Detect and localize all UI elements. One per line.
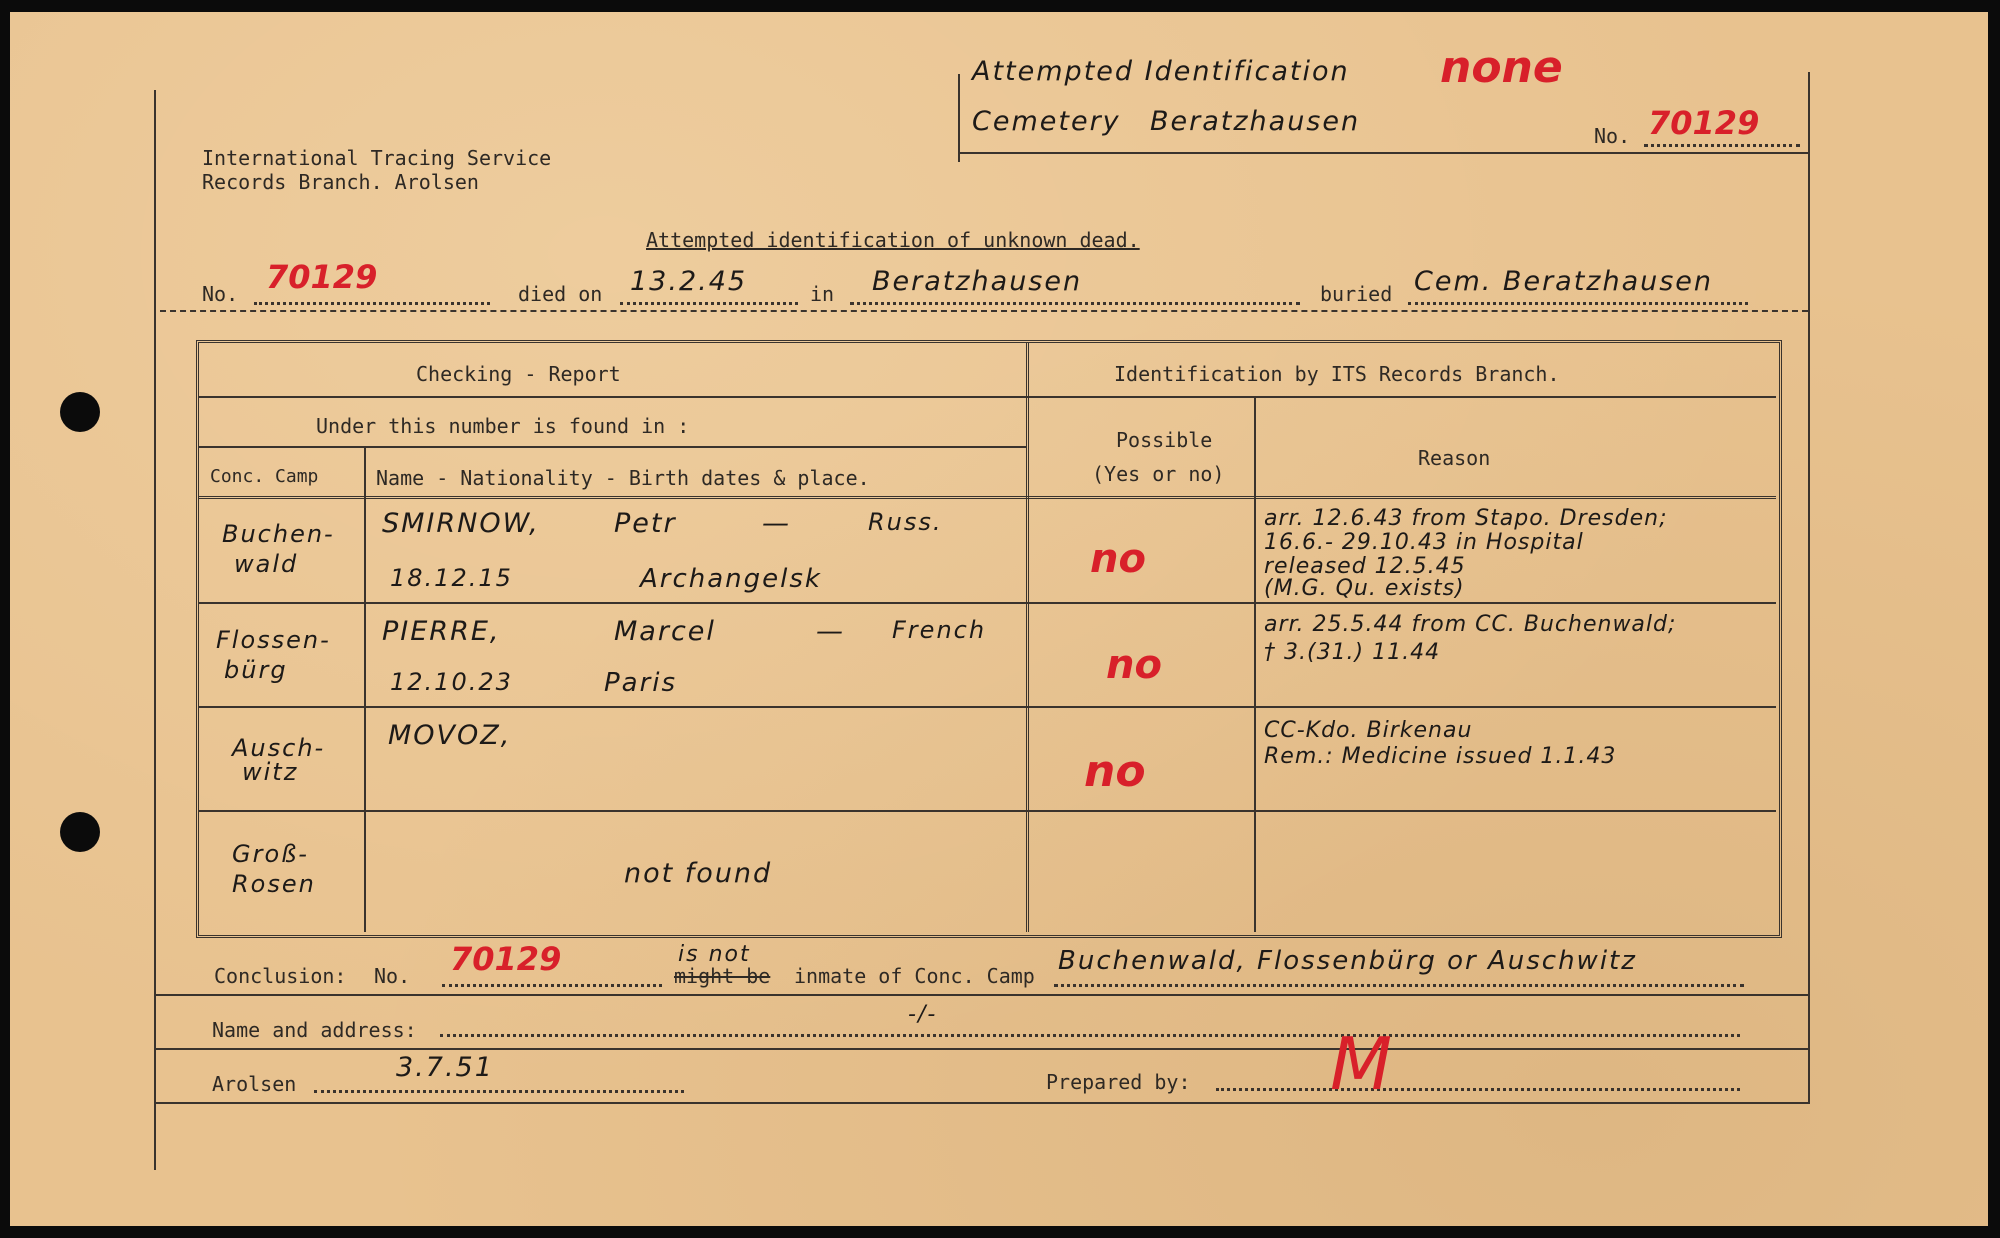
header-box-bottom <box>958 152 1808 154</box>
row3-reason-2: Rem.: Medicine issued 1.1.43 <box>1264 744 1617 769</box>
conclusion-no-label: No. <box>374 964 411 988</box>
header-no-value: 70129 <box>1648 104 1760 142</box>
attempted-identification-label: Attempted Identification <box>972 56 1350 87</box>
conclusion-inmate-text: inmate of Conc. Camp <box>794 964 1035 988</box>
in-dots <box>850 302 1300 305</box>
record-rule <box>160 310 1808 312</box>
table-divider-reason <box>1254 396 1256 932</box>
row2-possible: no <box>1106 642 1162 688</box>
row1-camp-2: wald <box>234 550 299 578</box>
org-line-2: Records Branch. Arolsen <box>202 170 479 194</box>
conclusion-status-inserted: is not <box>678 942 751 967</box>
arolsen-date: 3.7.51 <box>396 1052 494 1083</box>
arolsen-label: Arolsen <box>212 1072 297 1096</box>
row1-surname: SMIRNOW, <box>382 508 540 539</box>
name-address-top-rule <box>156 994 1810 996</box>
row1-reason-1: arr. 12.6.43 from Stapo. Dresden; <box>1264 506 1668 531</box>
row2-nationality: French <box>892 616 987 644</box>
row1-birth-place: Archangelsk <box>640 564 822 594</box>
table-rule-5 <box>199 706 1776 708</box>
conclusion-camps: Buchenwald, Flossenbürg or Auschwitz <box>1058 946 1637 976</box>
prepared-by-dots <box>1216 1088 1740 1091</box>
row4-camp-2: Rosen <box>232 870 316 898</box>
punch-hole-top <box>60 392 100 432</box>
cemetery-label: Cemetery <box>972 106 1121 137</box>
attempted-identification-value: none <box>1440 42 1563 93</box>
row2-birth-place: Paris <box>604 668 678 698</box>
table-rule-2 <box>199 446 1026 448</box>
row3-camp-2: witz <box>242 758 299 786</box>
conclusion-status-struck: might be <box>674 964 771 988</box>
row3-possible: no <box>1084 746 1146 797</box>
footer-bottom-rule <box>156 1102 1810 1104</box>
buried-value: Cem. Beratzhausen <box>1414 266 1714 297</box>
table-rule-6 <box>199 810 1776 812</box>
table-divider-main <box>1026 342 1029 932</box>
row2-reason-1: arr. 25.5.44 from CC. Buchenwald; <box>1264 612 1677 637</box>
conclusion-no-dots <box>442 984 662 987</box>
cemetery-value: Beratzhausen <box>1150 106 1361 137</box>
conclusion-no-value: 70129 <box>450 940 562 978</box>
table-rule-1 <box>199 396 1776 398</box>
punch-hole-bottom <box>60 812 100 852</box>
row1-reason-4: (M.G. Qu. exists) <box>1264 576 1465 601</box>
conclusion-label: Conclusion: <box>214 964 347 988</box>
row4-camp-1: Groß- <box>232 840 309 868</box>
name-address-dots <box>440 1034 1740 1037</box>
col-reason-header: Reason <box>1418 446 1491 470</box>
name-address-mark: -/- <box>908 1002 938 1027</box>
row1-possible: no <box>1090 536 1146 582</box>
org-line-1: International Tracing Service <box>202 146 552 170</box>
in-label: in <box>810 282 835 306</box>
table-rule-4 <box>199 602 1776 604</box>
prepared-by-initial: M <box>1330 1022 1393 1106</box>
col-possible-header-2: (Yes or no) <box>1092 462 1225 486</box>
row3-reason-1: CC-Kdo. Birkenau <box>1264 718 1473 743</box>
died-on-value: 13.2.45 <box>630 266 748 297</box>
row2-firstname: Marcel <box>614 616 716 647</box>
row2-camp-1: Flossen- <box>216 626 331 654</box>
row2-reason-2: † 3.(31.) 11.44 <box>1264 640 1441 665</box>
row4-not-found: not found <box>624 858 773 889</box>
record-no-dots <box>254 302 490 305</box>
header-no-dots <box>1644 144 1800 147</box>
header-box-left <box>958 74 960 162</box>
died-on-dots <box>620 302 798 305</box>
table-divider-camp <box>364 446 366 932</box>
right-frame-line <box>1808 72 1810 1102</box>
arolsen-dots <box>314 1090 684 1093</box>
form-title: Attempted identification of unknown dead. <box>646 228 1140 252</box>
died-on-label: died on <box>518 282 603 306</box>
col-camp-header: Conc. Camp <box>210 466 319 487</box>
checking-report-header: Checking - Report <box>416 362 621 386</box>
row2-camp-2: bürg <box>224 656 288 684</box>
prepared-by-label: Prepared by: <box>1046 1070 1191 1094</box>
record-card <box>10 12 1988 1226</box>
row1-reason-2: 16.6.- 29.10.43 in Hospital <box>1264 530 1584 555</box>
conclusion-camps-dots <box>1054 984 1744 987</box>
header-no-label: No. <box>1594 124 1631 148</box>
row1-firstname: Petr <box>614 508 677 539</box>
row3-surname: MOVOZ, <box>388 720 512 751</box>
record-no-value: 70129 <box>266 258 378 296</box>
buried-dots <box>1408 302 1748 305</box>
col-possible-header-1: Possible <box>1116 428 1213 452</box>
col-name-header: Name - Nationality - Birth dates & place. <box>376 466 870 490</box>
row1-camp-1: Buchen- <box>222 520 335 548</box>
row1-nationality: Russ. <box>868 508 943 536</box>
buried-label: buried <box>1320 282 1393 306</box>
identification-header: Identification by ITS Records Branch. <box>1114 362 1560 386</box>
in-value: Beratzhausen <box>872 266 1083 297</box>
under-number-header: Under this number is found in : <box>316 414 690 438</box>
row2-surname: PIERRE, <box>382 616 501 647</box>
row1-reason-3: released 12.5.45 <box>1264 554 1466 579</box>
record-no-label: No. <box>202 282 239 306</box>
name-address-label: Name and address: <box>212 1018 417 1042</box>
row3-camp-1: Ausch- <box>232 734 326 762</box>
name-address-bottom-rule <box>156 1048 1810 1050</box>
row2-birth-date: 12.10.23 <box>390 668 513 696</box>
row2-dash: — <box>816 616 845 647</box>
row1-dash: — <box>762 508 791 539</box>
row1-birth-date: 18.12.15 <box>390 564 513 592</box>
left-margin-line <box>154 90 156 1170</box>
table-rule-3 <box>199 496 1776 499</box>
